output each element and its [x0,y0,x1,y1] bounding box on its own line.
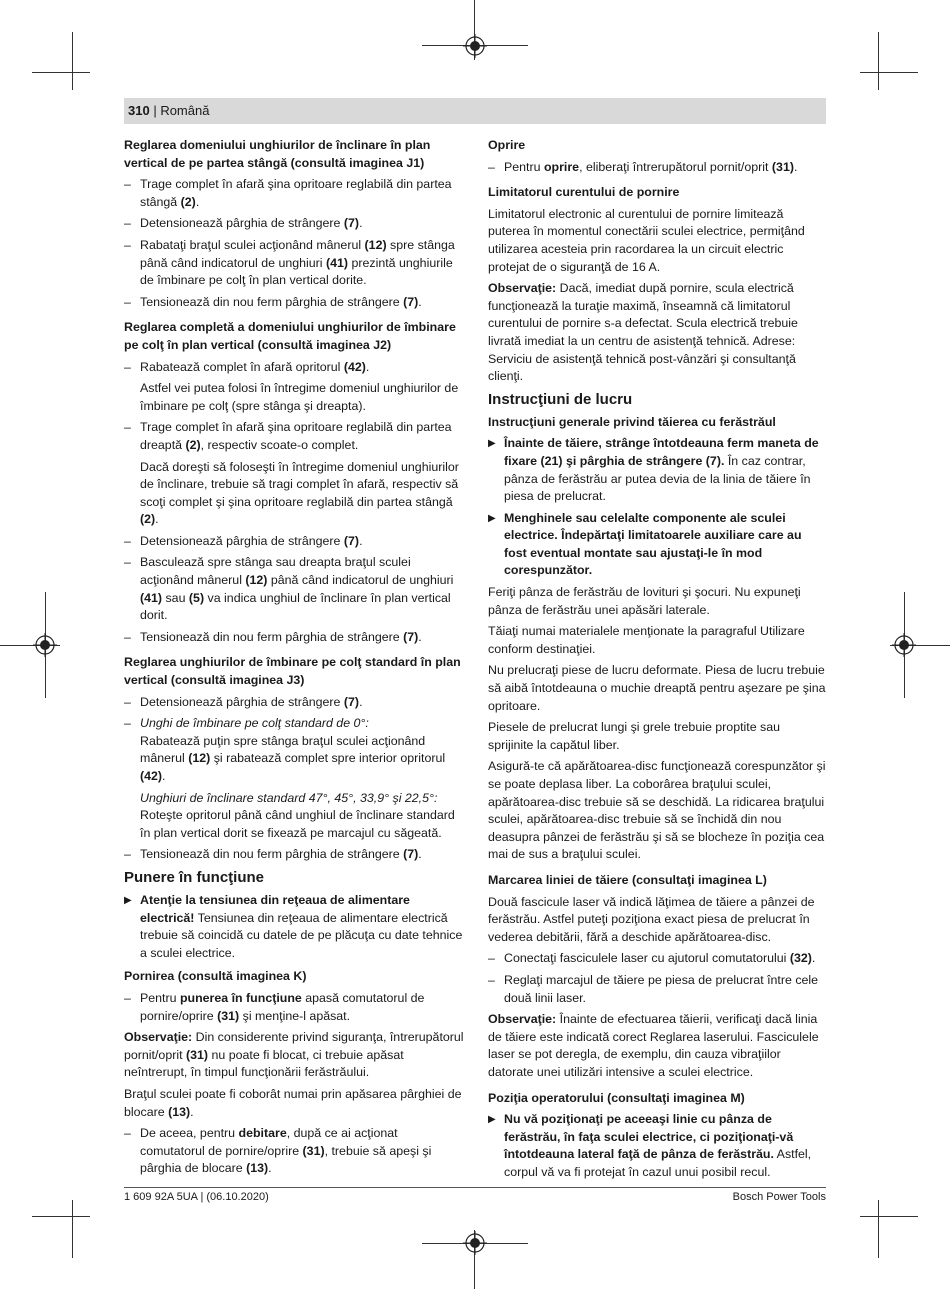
triangle-bullet-icon: ▶ [488,1114,496,1126]
crop-mark [878,32,879,90]
section-heading: Reglarea completă a domeniului unghiurilor de îmbinare pe colţ în plan vertical (consultă imaginea J2) [124,320,456,352]
note-paragraph: Observaţie: Înainte de efectuarea tăierii, verificaţi dacă linia de tăiere este indicată corect Reglarea laserului. Fasciculele laser se pot deregla, de exemplu, din cauza vibraţiilor datorate unei utilizări intensive a sculei electrice. [488,1012,819,1079]
list-item-continuation: Astfel vei putea folosi în întregime domeniul unghiurilor de îmbinare pe colţ (spre stânga şi dreapta). [140,381,459,413]
right-column [488,137,826,1185]
crop-mark [32,72,90,73]
header-separator: | [149,103,161,118]
section-heading: Pornirea (consultă imaginea K) [124,969,307,984]
list-item-continuation: Dacă doreşti să foloseşti în întregime domeniul unghiurilor de înclinare, trebuie să tragi complet în afară, respectiv să scoţi complet şi şina opritoare reglabilă din partea stângă (2). [140,459,459,527]
crop-mark [860,72,918,73]
registration-mark-icon [33,633,57,657]
list-item: – Detensionează pârghia de strângere (7). [124,694,464,712]
section-heading: Reglarea unghiurilor de îmbinare pe colţ standard în plan vertical (consultă imaginea J3) [124,655,461,688]
list-item: – Tensionează din nou ferm pârghia de strângere (7). [124,629,464,647]
paragraph: Piesele de prelucrat lungi şi grele trebuie proptite sau sprijinite la capătul liber. [488,720,781,752]
footer-brand: Bosch Power Tools [732,1191,826,1203]
paragraph: Tăiaţi numai materialele menţionate la paragraful Utilizare conform destinaţiei. [488,624,805,656]
section-heading: Instrucţiuni generale privind tăierea cu ferăstrăul [488,414,776,429]
list-item-continuation: Roteşte opritorul până când unghiul de înclinare standard în plan vertical dorit se fixează pe marcajul cu săgeată. [140,808,455,840]
registration-mark-icon [892,633,916,657]
paragraph: Limitatorul electronic al curentului de pornire limitează puterea în momentul conectării sculei electrice, permiţând utilizarea acesteia prin racordarea la un circuit electric protejat de o siguranţă de 16 A. [488,206,805,274]
crop-mark [878,1200,879,1258]
list-item-continuation: Unghiuri de înclinare standard 47°, 45°, 33,9° şi 22,5°: [140,790,438,805]
list-item: – Basculează spre stânga sau dreapta braţul sculei acţionând mânerul (12) până când indicatorul de unghiuri (41) sau (5) va indica unghiul de înclinare în plan vertical dorit. [124,554,464,624]
crop-mark [72,32,73,90]
page-footer [124,1187,826,1203]
registration-mark-icon [463,1231,487,1255]
list-item: – Detensionează pârghia de strângere (7). [124,215,464,233]
list-item: – Trage complet în afară şina opritoare reglabilă din partea dreaptă (2), respectiv scoate-o complet. [124,419,464,454]
list-item: – Conectaţi fasciculele laser cu ajutorul comutatorului (32). [488,950,826,968]
paragraph: Braţul sculei poate fi coborât numai prin apăsarea pârghiei de blocare (13). [124,1086,462,1119]
header-language: Română [160,103,210,118]
crop-mark [32,1216,90,1217]
section-heading: Reglarea domeniului unghiurilor de înclinare în plan vertical de pe partea stângă (consultă imaginea J1) [124,138,431,170]
paragraph: Două fascicule laser vă indică lăţimea de tăiere a pânzei de ferăstrău. Astfel puteţi poziţiona exact piesa de prelucrat în vederea debitării, fără a deschide apărătoarea-disc. [488,894,815,944]
section-heading: Marcarea liniei de tăiere (consultaţi imaginea L) [488,872,767,887]
list-item: – Pentru oprire, eliberaţi întrerupătorul pornit/oprit (31). [488,159,826,177]
note-paragraph: Observaţie: Din considerente privind siguranţa, întrerupătorul pornit/oprit (31) nu poate fi blocat, ci trebuie apăsat neîntrerupt, în timpul funcţionării ferăstrăului. [124,1030,464,1080]
list-item: – Trage complet în afară şina opritoare reglabilă din partea stângă (2). [124,176,464,211]
warning-item: ▶ Atenţie la tensiunea din reţeaua de alimentare electrică! Tensiunea din reţeaua de alimentare electrică trebuie să coincidă cu datele de pe plăcuţa cu date tehnice a sculei electrice. [124,892,463,960]
warning-item: ▶ Înainte de tăiere, strânge întotdeauna ferm maneta de fixare (21) şi pârghia de strângere (7). În caz contrar, pânza de ferăstrău ar putea devia de la linia de tăiere în piesa de prelucrat. [488,436,819,504]
list-item: – Rabataţi braţul sculei acţionând mânerul (12) spre stânga până când indicatorul de unghiuri (41) prezintă unghiurile de îmbinare pe colţ în plan vertical dorite. [124,237,464,290]
triangle-bullet-icon: ▶ [124,894,132,906]
note-paragraph: Observaţie: Dacă, imediat după pornire, scula electrică funcţionează la turaţie maximă, înseamnă că limitatorul curentului de pornire s-a defectat. Scula electrică trebuie livrată imediat la un centru de asistenţă tehnică. Adrese: Serviciu de asistenţă tehnică post-vânzări şi consultanţă clienţi. [488,281,798,384]
section-heading: Oprire [488,138,526,152]
list-item: – Pentru punerea în funcţiune apasă comutatorul de pornire/oprire (31) şi menţine-l apăsat. [124,990,464,1025]
warning-item: ▶ Nu vă poziţionaţi pe aceeaşi linie cu pânza de ferăstrău, în faţa sculei electrice, ci poziţionaţi-vă întotdeauna lateral faţă de pânza de ferăstrău. Astfel, corpul vă va fi protejat în cazul unui posibil recul. [488,1112,812,1179]
list-item: – De aceea, pentru debitare, după ce ai acţionat comutatorul de pornire/oprire (31), trebuie să apeşi şi pârghia de blocare (13). [124,1125,464,1178]
paragraph: Asigură-te că apărătoarea-disc funcţionează corespunzător şi se poate deplasa liber. La coborârea braţului sculei, apărătoarea-disc trebuie să se deschidă. La ridicarea braţului sculei, apărătoarea-disc trebuie să se închidă din nou deasupra pânzei de ferăstrău şi să se blocheze în poziţia cea mai de sus a braţului sculei. [488,759,826,862]
list-item: – Detensionează pârghia de strângere (7). [124,533,464,551]
left-column [124,137,464,1182]
registration-mark-icon [463,34,487,58]
list-item: – Rabatează complet în afară opritorul (42). [124,359,464,377]
section-heading: Limitatorul curentului de pornire [488,185,680,200]
page-number: 310 [128,103,150,118]
list-item: – Unghi de îmbinare pe colţ standard de 0°: [124,715,464,733]
section-title: Instrucţiuni de lucru [488,390,633,408]
section-heading: Poziţia operatorului (consultaţi imaginea M) [488,1090,745,1105]
list-item: – Reglaţi marcajul de tăiere pe piesa de prelucrat între cele două linii laser. [488,972,826,1007]
triangle-bullet-icon: ▶ [488,438,496,450]
paragraph: Nu prelucraţi piese de lucru deformate. Piesa de lucru trebuie să aibă întotdeauna o muchie dreaptă pentru aşezare pe şina opritoare. [488,663,826,713]
list-item: – Tensionează din nou ferm pârghia de strângere (7). [124,294,464,312]
warning-item: ▶ Menghinele sau celelalte componente ale sculei electrice. Îndepărtaţi limitatoarele auxiliare care au fost eventual montate sau ajustaţi-le în mod corespunzător. [488,510,802,578]
section-title: Punere în funcţiune [124,868,265,886]
list-item: – Tensionează din nou ferm pârghia de strângere (7). [124,846,464,864]
paragraph: Feriţi pânza de ferăstrău de lovituri şi şocuri. Nu expuneţi pânza de ferăstrău unei apăsări laterale. [488,585,801,617]
triangle-bullet-icon: ▶ [488,512,496,524]
page-header [124,98,826,124]
crop-mark [860,1216,918,1217]
crop-mark [72,1200,73,1258]
footer-docnumber: 1 609 92A 5UA | (06.10.2020) [124,1191,269,1203]
list-item-continuation: Rabatează puţin spre stânga braţul sculei acţionând mânerul (12) şi rabatează complet spre interior opritorul (42). [140,733,446,783]
